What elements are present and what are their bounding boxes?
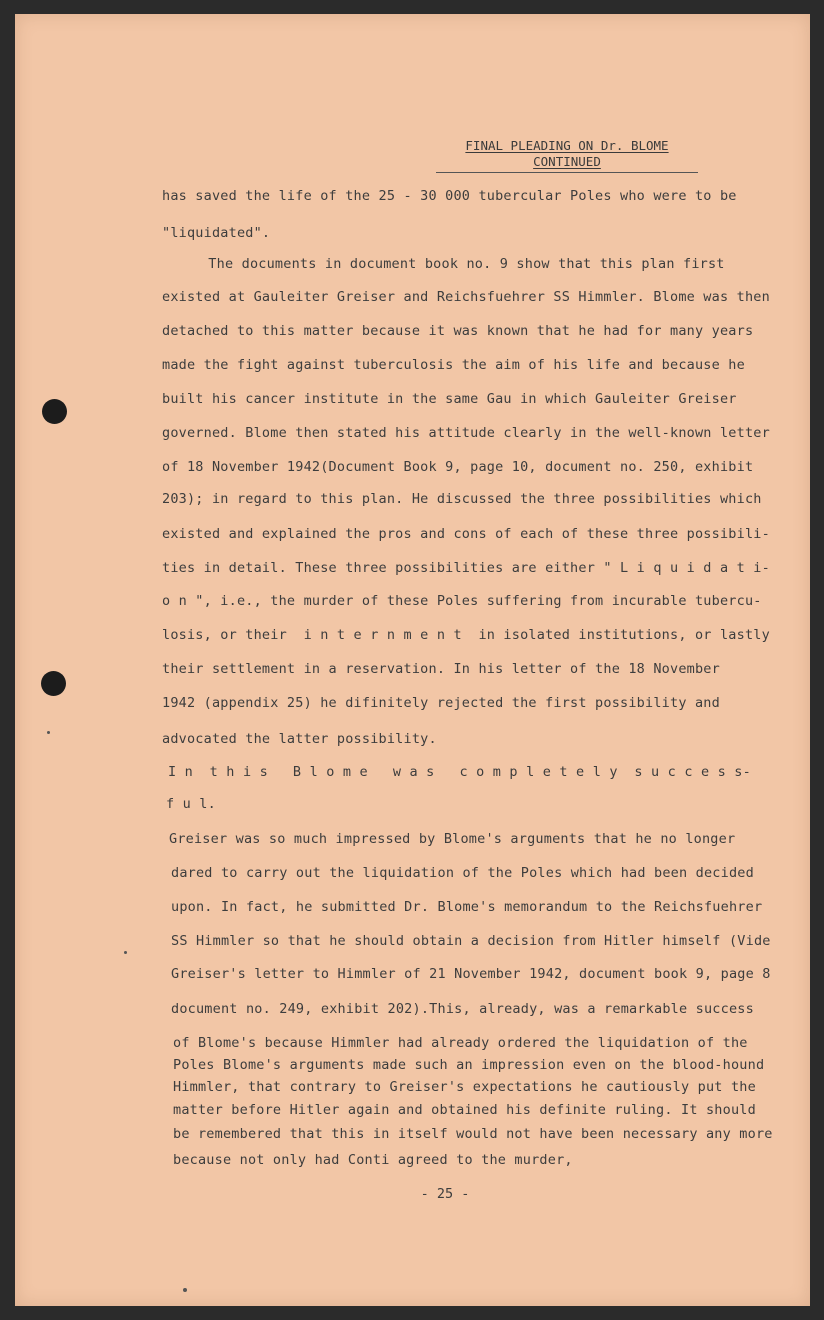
body-line: Greiser was so much impressed by Blome's arguments that he no longer bbox=[169, 831, 736, 847]
body-line: matter before Hitler again and obtained his definite ruling. It should bbox=[173, 1102, 756, 1118]
body-line: advocated the latter possibility. bbox=[162, 731, 437, 747]
body-line: document no. 249, exhibit 202).This, already, was a remarkable success bbox=[171, 1001, 754, 1017]
body-line: existed and explained the pros and cons of each of these three possibili- bbox=[162, 526, 770, 542]
body-line: 1942 (appendix 25) he difinitely rejected the first possibility and bbox=[162, 695, 720, 711]
body-line: be remembered that this in itself would not have been necessary any more bbox=[173, 1126, 773, 1142]
body-line: because not only had Conti agreed to the murder, bbox=[173, 1152, 573, 1168]
paper-speck bbox=[47, 731, 50, 734]
header-rule bbox=[436, 172, 698, 173]
punch-hole-upper bbox=[42, 399, 67, 424]
body-line: o n ", i.e., the murder of these Poles suffering from incurable tubercu- bbox=[162, 593, 762, 609]
body-line: of Blome's because Himmler had already ordered the liquidation of the bbox=[173, 1035, 748, 1051]
paper-speck bbox=[183, 1288, 187, 1292]
paper-speck bbox=[124, 951, 127, 954]
body-line: Poles Blome's arguments made such an impression even on the blood-hound bbox=[173, 1057, 765, 1073]
body-line: has saved the life of the 25 - 30 000 tubercular Poles who were to be bbox=[162, 188, 737, 204]
body-line: losis, or their i n t e r n m e n t in isolated institutions, or lastly bbox=[162, 627, 770, 643]
body-line: upon. In fact, he submitted Dr. Blome's memorandum to the Reichsfuehrer bbox=[171, 899, 763, 915]
header-title: FINAL PLEADING ON Dr. BLOME bbox=[465, 138, 669, 153]
body-line: of 18 November 1942(Document Book 9, page 10, document no. 250, exhibit bbox=[162, 459, 754, 475]
header-subtitle: CONTINUED bbox=[533, 154, 601, 169]
body-line: ties in detail. These three possibilities are either " L i q u i d a t i- bbox=[162, 560, 770, 576]
body-line: Himmler, that contrary to Greiser's expectations he cautiously put the bbox=[173, 1079, 756, 1095]
body-line: SS Himmler so that he should obtain a decision from Hitler himself (Vide bbox=[171, 933, 771, 949]
body-line: 203); in regard to this plan. He discussed the three possibilities which bbox=[162, 491, 762, 507]
body-line: their settlement in a reservation. In his letter of the 18 November bbox=[162, 661, 720, 677]
body-line: The documents in document book no. 9 show that this plan first bbox=[175, 256, 725, 272]
page-number: - 25 - bbox=[420, 1186, 470, 1202]
body-line: made the fight against tuberculosis the aim of his life and because he bbox=[162, 357, 745, 373]
body-line: detached to this matter because it was known that he had for many years bbox=[162, 323, 754, 339]
punch-hole-lower bbox=[41, 671, 66, 696]
body-line: "liquidated". bbox=[162, 225, 271, 241]
body-line: governed. Blome then stated his attitude clearly in the well-known letter bbox=[162, 425, 770, 441]
body-line: Greiser's letter to Himmler of 21 November 1942, document book 9, page 8 bbox=[171, 966, 771, 982]
body-line: built his cancer institute in the same Gau in which Gauleiter Greiser bbox=[162, 391, 737, 407]
body-line: f u l. bbox=[166, 796, 216, 812]
page-header bbox=[436, 138, 698, 170]
body-line: I n t h i s B l o m e w a s c o m p l e t e l y s u c c e s s- bbox=[168, 764, 751, 780]
body-line: existed at Gauleiter Greiser and Reichsfuehrer SS Himmler. Blome was then bbox=[162, 289, 770, 305]
body-line: dared to carry out the liquidation of the Poles which had been decided bbox=[171, 865, 754, 881]
